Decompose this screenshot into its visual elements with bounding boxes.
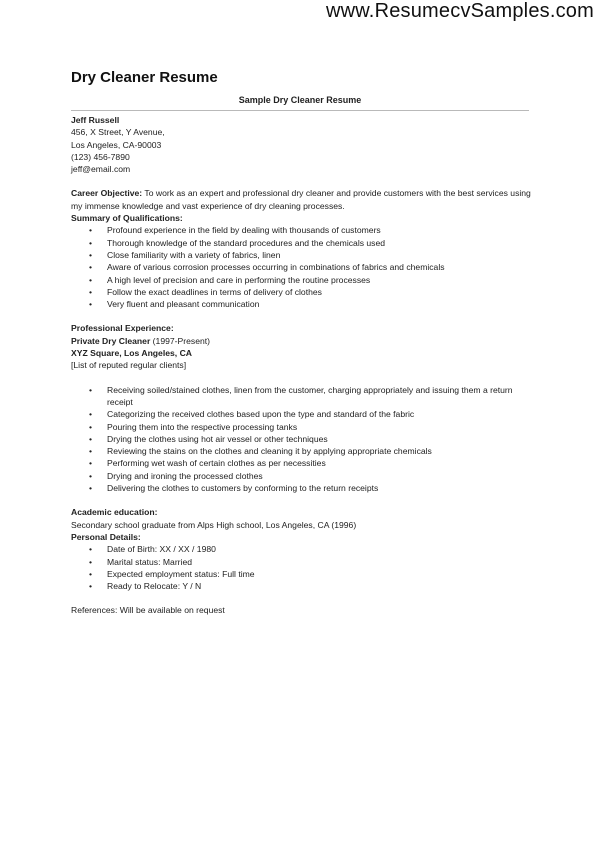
- resume-body: [71, 114, 531, 617]
- list-item: • Close familiarity with a variety of fabrics, linen: [71, 249, 531, 261]
- list-item: • Follow the exact deadlines in terms of delivery of clothes: [71, 286, 531, 298]
- address-line-2: Los Angeles, CA-90003: [71, 139, 162, 150]
- email: jeff@email.com: [71, 164, 131, 175]
- references: References: Will be available on request: [71, 605, 225, 616]
- address-line-1: 456, X Street, Y Avenue,: [71, 127, 165, 138]
- list-item: • Ready to Relocate: Y / N: [71, 580, 531, 592]
- job-location: XYZ Square, Los Angeles, CA: [71, 348, 192, 359]
- list-item: • Aware of various corrosion processes occurring in combinations of fabrics and chemicals: [71, 261, 531, 273]
- job-period: (1997-Present): [150, 335, 211, 346]
- site-url: www.ResumecvSamples.com: [325, 0, 594, 22]
- list-item: • A high level of precision and care in performing the routine processes: [71, 274, 531, 286]
- list-item: • Pouring them into the respective processing tanks: [71, 421, 531, 433]
- page-title: Dry Cleaner Resume: [71, 69, 218, 86]
- list-item: • Receiving soiled/stained clothes, linen from the customer, charging appropriately and issuing them a return receipt: [71, 384, 531, 409]
- list-item: • Categorizing the received clothes based upon the type and standard of the fabric: [71, 408, 531, 420]
- phone: (123) 456-7890: [71, 151, 130, 162]
- education-text: Secondary school graduate from Alps High school, Los Angeles, CA (1996): [71, 519, 357, 530]
- list-item: • Expected employment status: Full time: [71, 568, 531, 580]
- list-item: • Drying and ironing the processed clothes: [71, 470, 531, 482]
- job-title: Private Dry Cleaner: [71, 335, 151, 346]
- contact-block: [71, 114, 531, 175]
- experience-list: [71, 384, 531, 495]
- list-item: • Very fluent and pleasant communication: [71, 298, 531, 310]
- career-objective-text: To work as an expert and professional dry cleaner and provide customers with the best services using my immense knowledge and vast experience of dry cleaning processes.: [71, 188, 531, 211]
- qualifications-heading: Summary of Qualifications:: [71, 213, 183, 224]
- divider: [71, 110, 529, 111]
- experience-heading: Professional Experience:: [71, 323, 174, 334]
- personal-list: [71, 543, 531, 592]
- candidate-name: Jeff Russell: [71, 115, 120, 125]
- career-objective: [71, 187, 531, 212]
- personal-heading: Personal Details:: [71, 531, 141, 542]
- list-item: • Thorough knowledge of the standard procedures and the chemicals used: [71, 237, 531, 249]
- job-clients: [List of reputed regular clients]: [71, 360, 187, 371]
- list-item: • Delivering the clothes to customers by conforming to the return receipts: [71, 482, 531, 494]
- qualifications-list: [71, 224, 531, 310]
- education-heading: Academic education:: [71, 507, 158, 518]
- list-item: • Reviewing the stains on the clothes and cleaning it by applying appropriate chemicals: [71, 445, 531, 457]
- list-item: • Date of Birth: XX / XX / 1980: [71, 543, 531, 555]
- career-objective-label: Career Objective:: [71, 188, 143, 199]
- job-title-line: [71, 335, 531, 347]
- list-item: • Performing wet wash of certain clothes as per necessities: [71, 457, 531, 469]
- list-item: • Profound experience in the field by dealing with thousands of customers: [71, 224, 531, 236]
- page-subtitle: Sample Dry Cleaner Resume: [238, 95, 362, 105]
- list-item: • Drying the clothes using hot air vessel or other techniques: [71, 433, 531, 445]
- list-item: • Marital status: Married: [71, 556, 531, 568]
- job-header: [71, 335, 531, 372]
